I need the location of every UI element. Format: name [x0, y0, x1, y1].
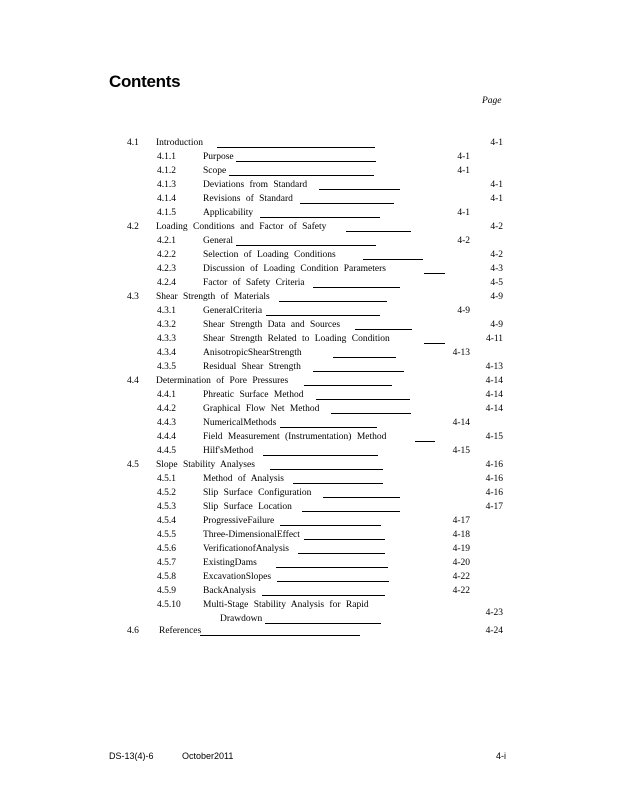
toc-entry-title-continuation: Drawdown [220, 614, 263, 624]
toc-page-number: 4-1 [457, 166, 470, 176]
toc-entry-number: 4.5.7 [157, 558, 176, 568]
toc-leader-line [200, 635, 360, 636]
toc-page-number: 4-9 [490, 320, 503, 330]
toc-subsection-entry[interactable] [0, 389, 618, 401]
toc-entry-number: 4.4 [127, 376, 139, 386]
toc-entry-title: General [203, 236, 234, 246]
toc-entry-number: 4.5.5 [157, 530, 176, 540]
toc-page-number: 4-14 [452, 418, 470, 428]
toc-subsection-entry[interactable] [0, 515, 618, 527]
toc-page-number: 4-22 [452, 586, 470, 596]
toc-entry-number: 4.5.9 [157, 586, 176, 596]
toc-leader-line [363, 259, 423, 260]
toc-subsection-entry[interactable] [0, 319, 618, 331]
toc-subsection-entry[interactable] [0, 473, 618, 485]
toc-page-number: 4-9 [490, 292, 503, 302]
toc-leader-line [279, 301, 387, 302]
toc-entry-number: 4.2.2 [157, 250, 176, 260]
toc-entry-number: 4.1.3 [157, 180, 176, 190]
toc-section-entry[interactable] [0, 221, 618, 233]
footer-date: October2011 [182, 751, 234, 761]
toc-leader-line [236, 245, 376, 246]
toc-entry-title: Slip Surface Location [203, 502, 292, 512]
toc-subsection-entry[interactable] [0, 165, 618, 177]
toc-entry-title: NumericalMethods [203, 418, 277, 428]
toc-leader-line [298, 553, 385, 554]
toc-entry-number: 4.4.3 [157, 418, 176, 428]
toc-entry-number: 4.1.2 [157, 166, 176, 176]
toc-entry-title: Method of Analysis [203, 474, 284, 484]
toc-entry-title: Selection of Loading Conditions [203, 250, 336, 260]
toc-page-number: 4-2 [457, 236, 470, 246]
toc-page-number: 4-20 [452, 558, 470, 568]
toc-subsection-entry[interactable] [0, 599, 618, 624]
toc-section-entry[interactable] [0, 291, 618, 303]
toc-subsection-entry[interactable] [0, 557, 618, 569]
toc-page-number: 4-5 [490, 278, 503, 288]
toc-page-number: 4-2 [490, 250, 503, 260]
toc-entry-number: 4.1.5 [157, 208, 176, 218]
toc-page-number: 4-13 [452, 348, 470, 358]
toc-page-number: 4-11 [485, 334, 503, 344]
toc-entry-number: 4.4.2 [157, 404, 176, 414]
toc-leader-line [331, 413, 411, 414]
toc-subsection-entry[interactable] [0, 179, 618, 191]
toc-entry-title: References [159, 626, 202, 636]
toc-leader-line [277, 581, 389, 582]
toc-entry-title: Residual Shear Strength [203, 362, 301, 372]
toc-entry-title: Three-DimensionalEffect [203, 530, 300, 540]
toc-page-number: 4-1 [457, 208, 470, 218]
toc-entry-title: GeneralCriteria [203, 306, 263, 316]
toc-leader-line [313, 371, 404, 372]
toc-page-number: 4-1 [490, 138, 503, 148]
toc-page-number: 4-19 [452, 544, 470, 554]
toc-entry-number: 4.2.4 [157, 278, 176, 288]
toc-entry-number: 4.5.10 [157, 600, 181, 610]
toc-page-number: 4-9 [457, 306, 470, 316]
toc-entry-title: Factor of Safety Criteria [203, 278, 305, 288]
toc-entry-title: Shear Strength of Materials [156, 292, 270, 302]
toc-page-number: 4-16 [485, 460, 503, 470]
toc-subsection-entry[interactable] [0, 263, 618, 275]
toc-leader-line [313, 287, 400, 288]
toc-leader-line [346, 231, 411, 232]
toc-section-entry[interactable] [0, 375, 618, 387]
toc-subsection-entry[interactable] [0, 193, 618, 205]
toc-entry-number: 4.5.1 [157, 474, 176, 484]
toc-entry-number: 4.2.1 [157, 236, 176, 246]
toc-section-entry[interactable] [0, 459, 618, 471]
toc-subsection-entry[interactable] [0, 305, 618, 317]
toc-entry-title: Revisions of Standard [203, 194, 293, 204]
toc-page-number: 4-15 [452, 446, 470, 456]
toc-leader-line [276, 567, 388, 568]
toc-entry-number: 4.4.5 [157, 446, 176, 456]
toc-page-number: 4-22 [452, 572, 470, 582]
toc-entry-title: Phreatic Surface Method [203, 390, 304, 400]
toc-leader-line [424, 343, 445, 344]
page-column-header: Page [482, 96, 502, 106]
toc-subsection-entry[interactable] [0, 403, 618, 415]
toc-leader-line [300, 203, 394, 204]
toc-entry-title: BackAnalysis [203, 586, 256, 596]
toc-leader-line [319, 189, 400, 190]
toc-leader-line [293, 483, 383, 484]
toc-page-number: 4-17 [485, 502, 503, 512]
toc-leader-line [265, 623, 381, 624]
toc-entry-title: Shear Strength Data and Sources [203, 320, 341, 330]
toc-subsection-entry[interactable] [0, 277, 618, 289]
toc-entry-number: 4.1.4 [157, 194, 176, 204]
toc-entry-title: Discussion of Loading Condition Parameters [203, 264, 386, 274]
toc-entry-number: 4.4.4 [157, 432, 176, 442]
toc-leader-line [263, 455, 378, 456]
toc-leader-line [270, 469, 383, 470]
toc-entry-title: VerificationofAnalysis [203, 544, 290, 554]
toc-subsection-entry[interactable] [0, 501, 618, 513]
toc-page-number: 4-14 [485, 390, 503, 400]
toc-entry-title: Graphical Flow Net Method [203, 404, 320, 414]
toc-entry-number: 4.3.4 [157, 348, 176, 358]
toc-entry-title: ProgressiveFailure [203, 516, 275, 526]
toc-entry-title: Field Measurement (Instrumentation) Method [203, 432, 387, 442]
toc-entry-number: 4.1.1 [157, 152, 176, 162]
toc-subsection-entry[interactable] [0, 235, 618, 247]
toc-subsection-entry[interactable] [0, 543, 618, 555]
page-title: Contents [109, 72, 181, 91]
toc-entry-title: ExcavationSlopes [203, 572, 272, 582]
toc-entry-number: 4.5.6 [157, 544, 176, 554]
toc-entry-number: 4.5.4 [157, 516, 176, 526]
toc-leader-line [217, 147, 375, 148]
toc-entry-title: Slope Stability Analyses [156, 460, 255, 470]
toc-page-number: 4-1 [490, 194, 503, 204]
toc-leader-line [415, 441, 435, 442]
toc-entry-title: Multi-Stage Stability Analysis for Rapid [203, 600, 369, 610]
toc-entry-title: Applicability [203, 208, 254, 218]
toc-subsection-entry[interactable] [0, 417, 618, 429]
toc-entry-number: 4.4.1 [157, 390, 176, 400]
toc-leader-line [236, 161, 376, 162]
toc-leader-line [316, 399, 410, 400]
toc-subsection-entry[interactable] [0, 333, 618, 345]
toc-entry-number: 4.3.1 [157, 306, 176, 316]
toc-leader-line [229, 175, 374, 176]
toc-subsection-entry[interactable] [0, 249, 618, 261]
toc-leader-line [302, 511, 400, 512]
toc-subsection-entry[interactable] [0, 207, 618, 219]
toc-entry-number: 4.3 [127, 292, 139, 302]
toc-leader-line [424, 273, 445, 274]
toc-entry-number: 4.2 [127, 222, 139, 232]
toc-subsection-entry[interactable] [0, 347, 618, 359]
toc-entry-number: 4.3.5 [157, 362, 176, 372]
toc-page-number: 4-13 [485, 362, 503, 372]
toc-leader-line [333, 357, 396, 358]
toc-entry-title: Purpose [203, 152, 234, 162]
toc-subsection-entry[interactable] [0, 445, 618, 457]
toc-subsection-entry[interactable] [0, 571, 618, 583]
toc-page-number: 4-23 [485, 608, 503, 618]
toc-subsection-entry[interactable] [0, 585, 618, 597]
footer-page-number: 4-i [496, 751, 507, 761]
toc-section-entry[interactable] [0, 625, 618, 637]
footer-document-id: DS-13(4)-6 [109, 751, 154, 761]
toc-entry-number: 4.3.3 [157, 334, 176, 344]
toc-entry-number: 4.5.2 [157, 488, 176, 498]
toc-entry-number: 4.1 [127, 138, 139, 148]
toc-entry-title: Determination of Pore Pressures [156, 376, 289, 386]
toc-leader-line [262, 595, 385, 596]
toc-page-number: 4-3 [490, 264, 503, 274]
toc-page-number: 4-18 [452, 530, 470, 540]
toc-leader-line [355, 329, 412, 330]
toc-entry-title: AnisotropicShearStrength [203, 348, 302, 358]
toc-page-number: 4-16 [485, 488, 503, 498]
toc-entry-title: Deviations from Standard [203, 180, 308, 190]
toc-entry-title: Shear Strength Related to Loading Condition [203, 334, 390, 344]
toc-page-number: 4-1 [490, 180, 503, 190]
toc-entry-title: ExistingDams [203, 558, 257, 568]
toc-entry-number: 4.5.3 [157, 502, 176, 512]
toc-page-number: 4-14 [485, 404, 503, 414]
toc-leader-line [260, 217, 380, 218]
toc-subsection-entry[interactable] [0, 361, 618, 373]
toc-entry-number: 4.5 [127, 460, 139, 470]
toc-entry-number: 4.2.3 [157, 264, 176, 274]
toc-page-number: 4-16 [485, 474, 503, 484]
toc-entry-title: Introduction [156, 138, 203, 148]
toc-leader-line [266, 315, 380, 316]
toc-leader-line [280, 427, 377, 428]
toc-page-number: 4-2 [490, 222, 503, 232]
toc-leader-line [280, 525, 381, 526]
toc-entry-number: 4.3.2 [157, 320, 176, 330]
toc-page-number: 4-14 [485, 376, 503, 386]
toc-entry-number: 4.5.8 [157, 572, 176, 582]
toc-section-entry[interactable] [0, 137, 618, 149]
toc-page-number: 4-24 [485, 626, 503, 636]
toc-entry-title: Scope [203, 166, 227, 176]
toc-subsection-entry[interactable] [0, 431, 618, 443]
toc-leader-line [304, 385, 392, 386]
toc-subsection-entry[interactable] [0, 151, 618, 163]
toc-entry-number: 4.6 [127, 626, 139, 636]
toc-subsection-entry[interactable] [0, 487, 618, 499]
toc-page-number: 4-1 [457, 152, 470, 162]
toc-entry-title: Hilf'sMethod [203, 446, 254, 456]
toc-entry-title: Slip Surface Configuration [203, 488, 312, 498]
toc-page-number: 4-15 [485, 432, 503, 442]
toc-page-number: 4-17 [452, 516, 470, 526]
toc-subsection-entry[interactable] [0, 529, 618, 541]
toc-leader-line [323, 497, 400, 498]
toc-entry-title: Loading Conditions and Factor of Safety [156, 222, 327, 232]
toc-leader-line [304, 539, 385, 540]
